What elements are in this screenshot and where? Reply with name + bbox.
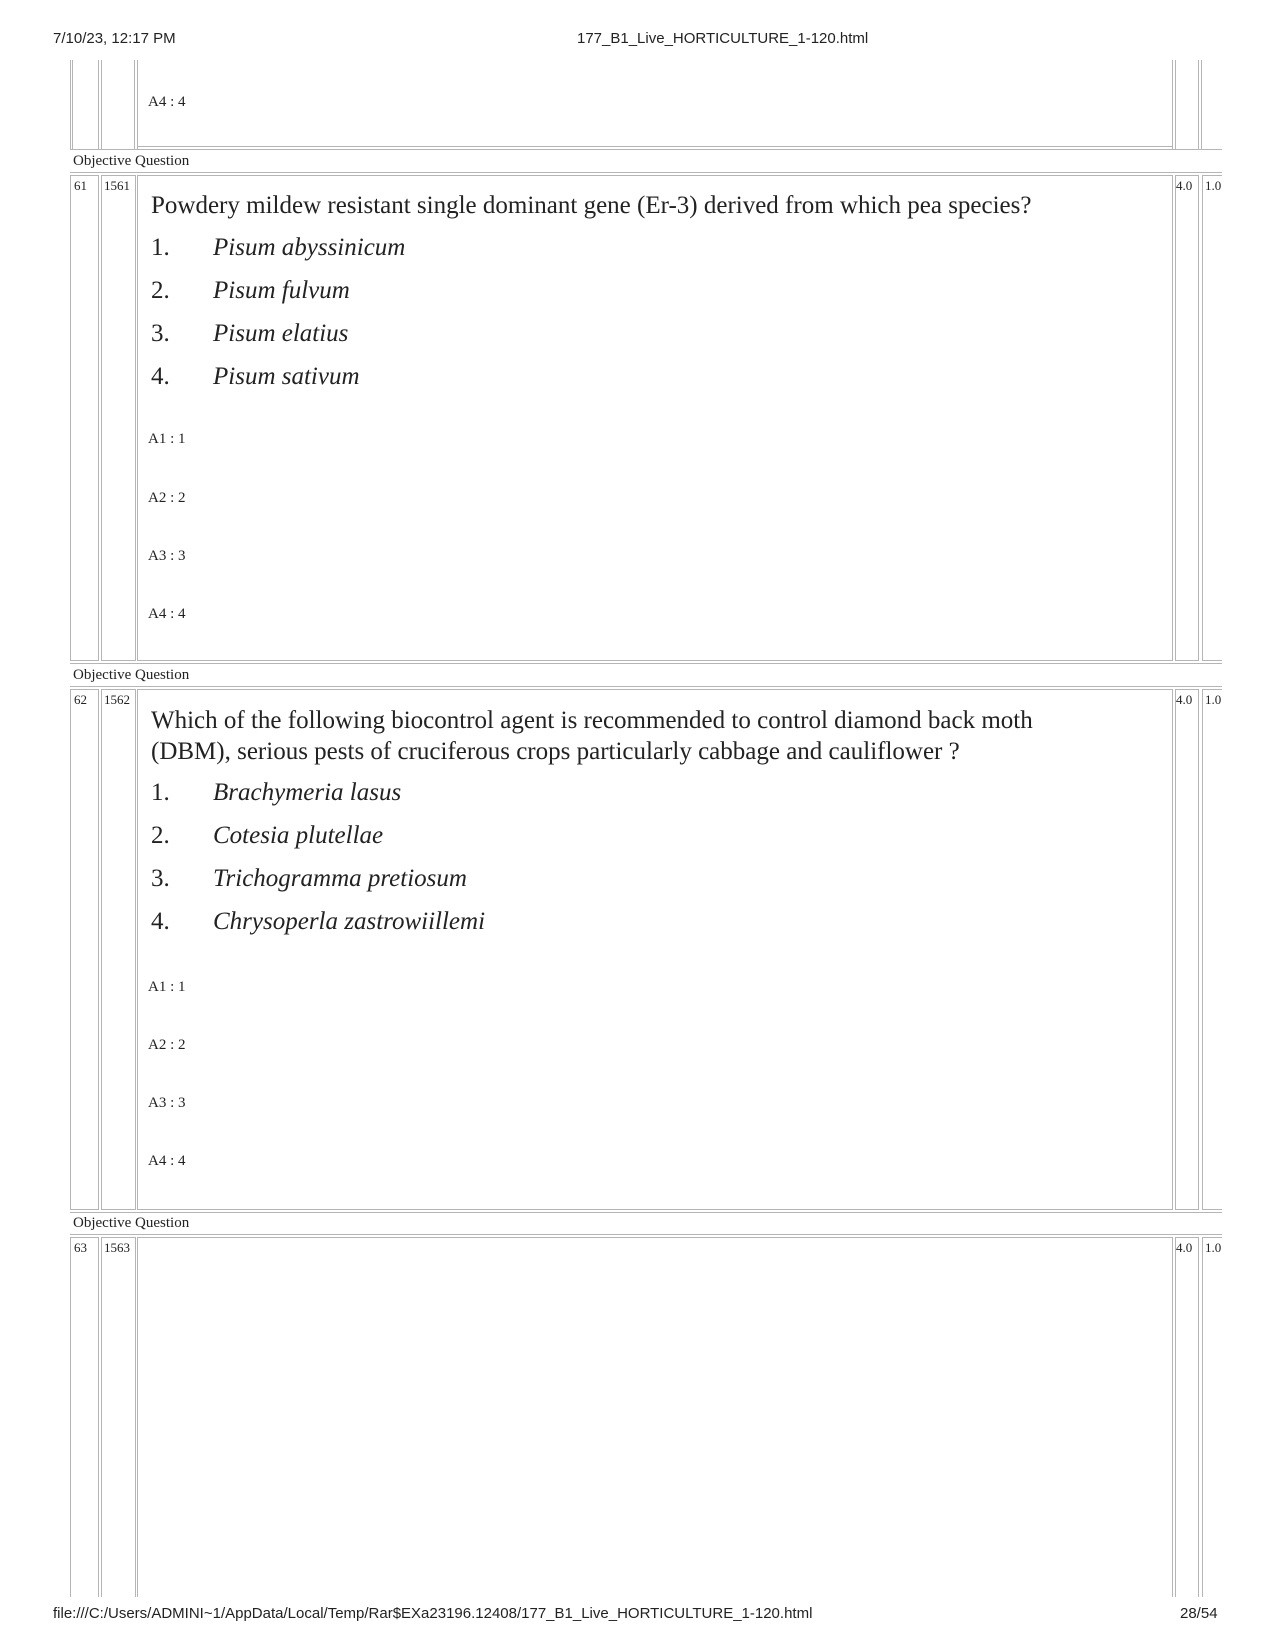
question-number: 63	[74, 1240, 87, 1255]
marks-value: 4.0	[1176, 1240, 1193, 1255]
question-type-label: Objective Question	[73, 1215, 190, 1231]
answer-label: A3 : 3	[148, 1095, 186, 1111]
option-text: Trichogramma pretiosum	[213, 865, 467, 892]
cell-border	[1201, 60, 1202, 149]
answer-label: A4 : 4	[148, 94, 186, 110]
sno-cell	[70, 175, 99, 661]
option-4	[151, 908, 485, 936]
answer-label: A1 : 1	[148, 431, 186, 447]
print-doc-title: 177_B1_Live_HORTICULTURE_1-120.html	[577, 30, 869, 47]
question-type-label: Objective Question	[73, 153, 190, 169]
answer-label: A3 : 3	[148, 548, 186, 564]
option-text: Pisum abyssinicum	[213, 234, 406, 261]
qid-cell	[101, 175, 136, 661]
marks-value: 4.0	[1176, 178, 1193, 193]
option-text: Pisum fulvum	[213, 277, 350, 304]
option-1	[151, 234, 405, 262]
print-datetime: 7/10/23, 12:17 PM	[53, 30, 176, 47]
cell-border	[98, 60, 99, 149]
table-border	[70, 60, 71, 149]
negative-marks-value: 1.0	[1205, 692, 1222, 707]
print-file-path: file:///C:/Users/ADMINI~1/AppData/Local/Temp/Rar$EXa23196.12408/177_B1_Live_HORTICULTURE_1-120.html	[53, 1605, 813, 1622]
option-2	[151, 277, 350, 305]
table-border	[72, 60, 73, 149]
option-text: Chrysoperla zastrowiillemi	[213, 908, 486, 935]
option-1	[151, 779, 401, 807]
option-number: 3.	[151, 320, 170, 347]
marks-cell	[1175, 1237, 1199, 1597]
option-number: 1.	[151, 779, 170, 806]
question-body-cell	[137, 1237, 1173, 1597]
option-2	[151, 822, 383, 850]
negative-marks-cell	[1202, 175, 1222, 661]
option-number: 4.	[151, 908, 170, 935]
question-text: Which of the following biocontrol agent is recommended to control diamond back moth (DBM), serious pests of cruciferous crops particularly cabbage and cauliflower ?	[151, 707, 1033, 765]
question-id: 1563	[104, 1240, 130, 1255]
option-4	[151, 363, 360, 391]
answer-label: A2 : 2	[148, 1037, 186, 1053]
option-text: Pisum sativum	[213, 363, 360, 390]
qid-cell	[101, 689, 136, 1210]
cell-border	[1172, 60, 1173, 149]
qid-cell	[101, 1237, 136, 1597]
table-border	[70, 149, 1222, 150]
cell-border	[1198, 60, 1199, 149]
option-text: Brachymeria lasus	[213, 779, 402, 806]
question-text: Powdery mildew resistant single dominant gene (Er-3) derived from which pea species?	[151, 192, 1032, 219]
option-3	[151, 320, 348, 348]
negative-marks-cell	[1202, 689, 1222, 1210]
print-page-number: 28/54	[1180, 1605, 1218, 1622]
question-body-cell	[137, 689, 1173, 1210]
negative-marks-value: 1.0	[1205, 178, 1222, 193]
cell-border	[134, 60, 135, 149]
marks-cell	[1175, 175, 1199, 661]
question-type-label: Objective Question	[73, 667, 190, 683]
answer-label: A1 : 1	[148, 979, 186, 995]
sno-cell	[70, 1237, 99, 1597]
answer-label: A2 : 2	[148, 490, 186, 506]
marks-value: 4.0	[1176, 692, 1193, 707]
table-border	[70, 172, 1222, 173]
question-id: 1561	[104, 178, 130, 193]
negative-marks-value: 1.0	[1205, 1240, 1222, 1255]
sno-cell	[70, 689, 99, 1210]
cell-border	[137, 60, 138, 149]
question-number: 61	[74, 178, 87, 193]
option-3	[151, 865, 467, 893]
option-text: Pisum elatius	[213, 320, 349, 347]
table-border	[70, 686, 1222, 687]
cell-border	[1175, 60, 1176, 149]
question-id: 1562	[104, 692, 130, 707]
cell-border	[137, 146, 1172, 147]
marks-cell	[1175, 689, 1199, 1210]
option-number: 3.	[151, 865, 170, 892]
answer-label: A4 : 4	[148, 606, 186, 622]
negative-marks-cell	[1202, 1237, 1222, 1597]
answer-label: A4 : 4	[148, 1153, 186, 1169]
option-number: 1.	[151, 234, 170, 261]
cell-border	[101, 60, 102, 149]
table-border	[70, 1234, 1222, 1235]
option-number: 2.	[151, 277, 170, 304]
table-border	[70, 663, 1222, 664]
table-border	[70, 1212, 1222, 1213]
option-number: 4.	[151, 363, 170, 390]
option-number: 2.	[151, 822, 170, 849]
option-text: Cotesia plutellae	[213, 822, 384, 849]
question-number: 62	[74, 692, 87, 707]
